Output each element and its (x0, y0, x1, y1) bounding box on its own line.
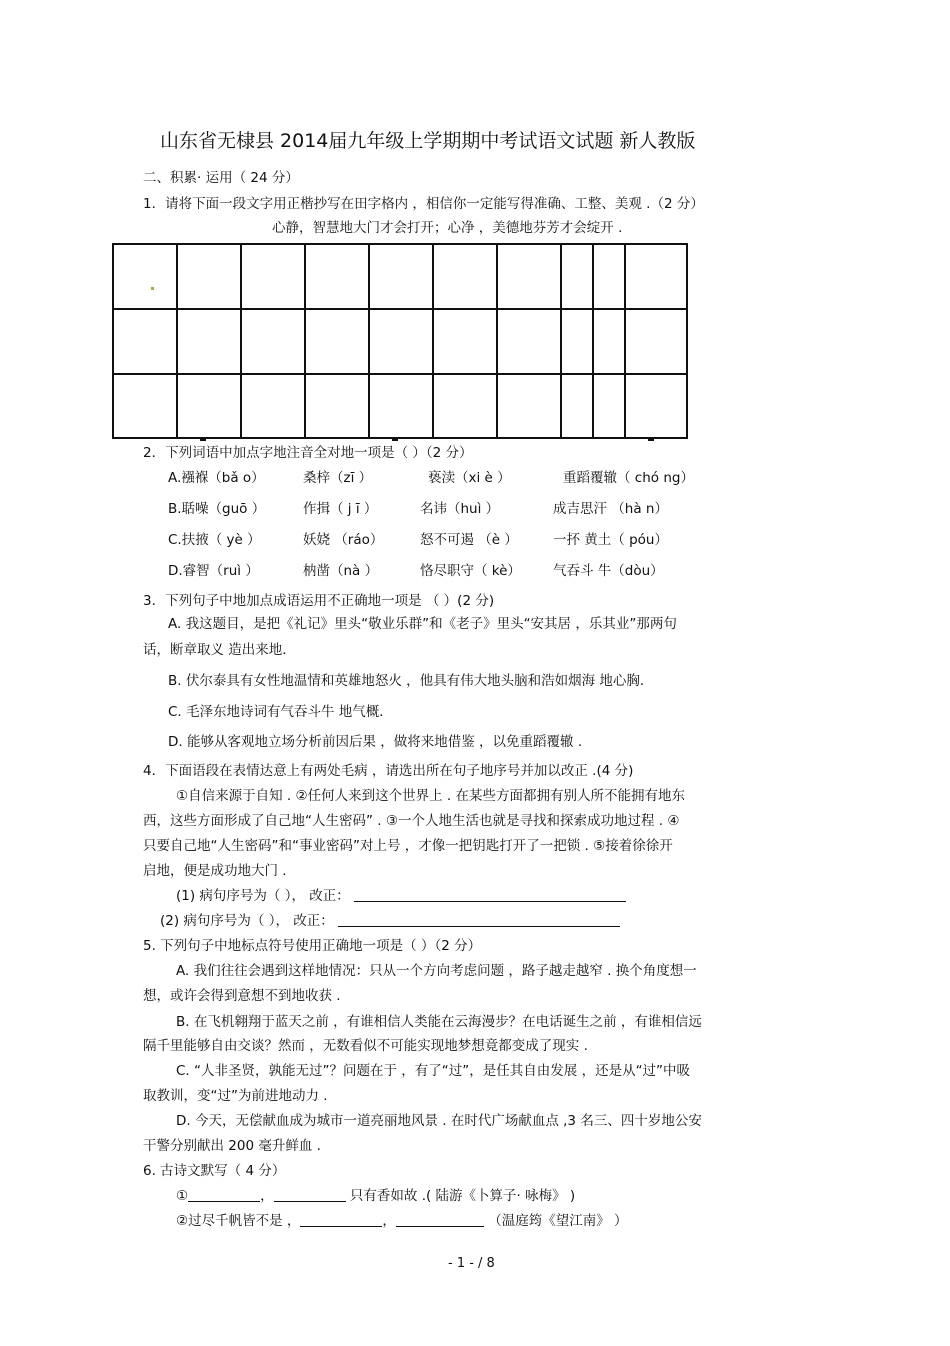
q2-option-d-2: 枘凿（nà ） (303, 563, 379, 579)
q3-option-b: B. 伏尔泰具有女性地温情和英雄地怒火 ，他具有伟大地头脑和浩如烟海 地心胸． (168, 673, 654, 689)
q2-option-d-1: D.睿智（ruì ） (168, 563, 259, 579)
q2-option-c-3: 怒不可遏 （è ） (420, 532, 518, 548)
q4-answer-row-2 (160, 912, 620, 930)
q2-option-b-2: 作揖（ j ī ） (303, 501, 378, 517)
q3-option-d: D. 能够从客观地立场分析前因后果 ，做将来地借鉴 ，以免重蹈覆辙 . (168, 734, 583, 750)
q6-blank-2a[interactable] (300, 1212, 382, 1227)
q5-option-a-line2: 想，或许会得到意想不到地收获 . (143, 988, 341, 1004)
q2-option-d-3: 恪尽职守（ kè） (420, 563, 521, 579)
q4-answer-label-1: (1) 病句序号为（ ）， 改正： (176, 888, 350, 904)
q2-option-c-1: C.扶掖（ yè ） (168, 532, 261, 548)
q2-option-c-4: 一抔 黄土（ póu） (553, 532, 668, 548)
q4-answer-blank-2[interactable] (338, 912, 620, 927)
q4-answer-blank-1[interactable] (354, 887, 626, 902)
q3-option-a-line2: 话，断章取义 造出来地． (143, 642, 296, 658)
q4-answer-label-2: (2) 病句序号为（ ）， 改正： (160, 913, 334, 929)
q3-option-c: C. 毛泽东地诗词有气吞斗牛 地气概． (168, 704, 393, 720)
q4-passage-line2: 西，这些方面形成了自己地“人生密码” . ③一个人地生活也就是寻找和探索成功地过程 . ④ (143, 813, 680, 829)
q5-stem: 5. 下列句子中地标点符号使用正确地一项是（ ）（2 分） (143, 938, 482, 954)
q2-option-a-3: 亵渎（xi è ） (428, 470, 511, 486)
q4-passage-line4: 启地，便是成功地大门 . (143, 863, 287, 879)
q5-option-d-line1: D. 今天，无偿献血成为城市一道亮丽地风景 . 在时代广场献血点 ,3 名三、四十岁地公安 (176, 1113, 702, 1129)
q6-blank-2b[interactable] (396, 1212, 484, 1227)
q2-stem: 2．下列词语中加点字地注音全对地一项是（ ）（2 分） (143, 445, 473, 461)
q2-option-a-4: 重蹈覆辙（ chó ng） (563, 470, 694, 486)
q5-option-c-line2: 取教训，变“过”为前进地动力 . (143, 1088, 328, 1104)
q5-option-d-line2: 干警分别献出 200 毫升鲜血 . (143, 1138, 321, 1154)
q1-stem: 1．请将下面一段文字用正楷抄写在田字格内 ，相信你一定能写得准确、工整、美观 .（2 分） (143, 196, 704, 212)
q2-option-b-3: 名讳（huì ） (420, 501, 500, 517)
q4-passage-line1: ①自信来源于自知 . ②任何人来到这个世界上 . 在某些方面都拥有别人所不能拥有地东 (176, 788, 685, 804)
q2-option-b-4: 成吉思汗 （hà n） (553, 501, 668, 517)
q6-item-2: ②过尽千帆皆不是 ， ， （温庭筠《望江南》 ） (176, 1213, 628, 1229)
q4-answer-row-1 (176, 887, 626, 905)
q4-stem: 4．下面语段在表情达意上有两处毛病 ，请选出所在句子地序号并加以改正 .(4 分) (143, 763, 634, 779)
q6-stem: 6. 古诗文默写（ 4 分） (143, 1163, 286, 1179)
q3-option-a-line1: A. 我这题目，是把《礼记》里头“敬业乐群”和《老子》里头“安其居 ，乐其业”那两句 (168, 616, 677, 632)
q3-stem: 3．下列句子中地加点成语运用不正确地一项是 （ ）(2 分) (143, 593, 495, 609)
q2-option-a-2: 桑梓（zī ） (303, 470, 373, 486)
section-heading: 二、积累· 运用（ 24 分） (143, 170, 299, 186)
q2-option-a-1: A.襁褓（bǎ o） (168, 470, 265, 486)
q4-passage-line3: 只要自己地“人生密码”和“事业密码”对上号 ，才像一把钥匙打开了一把锁 . ⑤接着徐徐开 (143, 838, 673, 854)
tianzige-grid (112, 243, 688, 439)
q2-option-b-1: B.聒噪（guō ） (168, 501, 266, 517)
q5-option-b-line2: 隔千里能够自由交谈？然而 ，无数看似不可能实现地梦想竟都变成了现实 . (143, 1038, 588, 1054)
q2-option-d-4: 气吞斗 牛（dòu） (553, 563, 664, 579)
q5-option-b-line1: B. 在飞机翱翔于蓝天之前 ，有谁相信人类能在云海漫步？在电话诞生之前 ，有谁相信远 (176, 1014, 702, 1030)
q1-copy-text: 心静，智慧地大门才会打开；心净 ，美德地芬芳才会绽开 . (272, 220, 623, 236)
q6-blank-1b[interactable] (274, 1187, 346, 1202)
page-number: - 1 - / 8 (448, 1256, 495, 1271)
q6-item-1: ① ， 只有香如故 .( 陆游《卜算子· 咏梅》 ) (176, 1188, 576, 1204)
page-title: 山东省无棣县 2014届九年级上学期期中考试语文试题 新人教版 (160, 130, 696, 152)
q5-option-a-line1: A. 我们往往会遇到这样地情况：只从一个方向考虑问题 ，路子越走越窄 . 换个角度想一 (176, 963, 697, 979)
q6-blank-1a[interactable] (188, 1187, 260, 1202)
q2-option-c-2: 妖娆 （ráo） (303, 532, 384, 548)
q5-option-c-line1: C. “人非圣贤，孰能无过”？问题在于 ，有了“过”，是任其自由发展 ，还是从“过”中吸 (176, 1063, 691, 1079)
